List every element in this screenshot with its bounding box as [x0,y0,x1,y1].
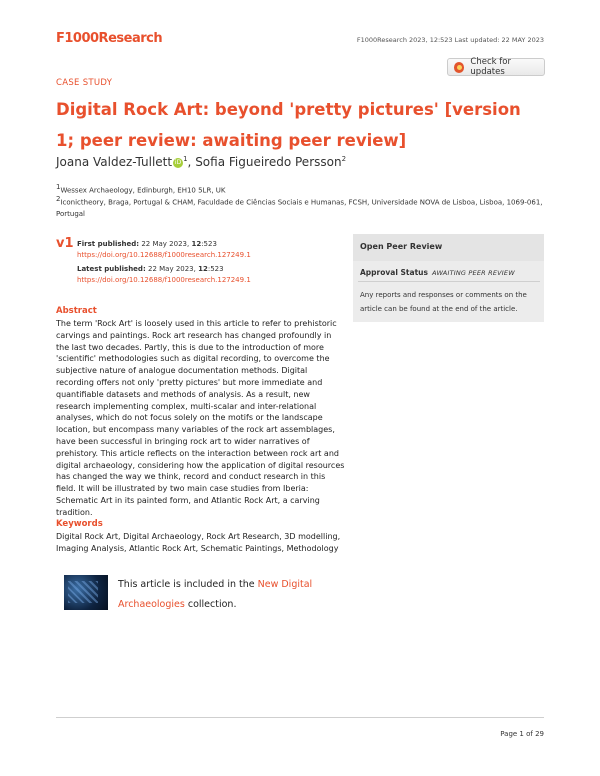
article-type: CASE STUDY [56,78,113,88]
abstract-heading: Abstract [56,306,97,316]
author-name[interactable]: Sofia Figueiredo Persson [195,155,342,169]
affiliation [56,193,546,220]
author-separator: , [187,155,196,169]
affiliation-text: Wessex Archaeology, Edinburgh, EH10 5LR, UK [60,186,226,195]
affiliation-text: Iconictheory, Braga, Portugal & CHAM, Faculdade de Ciências Sociais e Humanas, FCSH, Universidade NOVA de Lisboa, Lisboa, 1069-061, Portugal [56,198,543,219]
latest-published-doi-link[interactable]: https://doi.org/10.12688/f1000research.127249.1 [77,276,251,284]
crossmark-icon [454,62,464,73]
latest-published [77,264,251,286]
author-list [56,155,346,169]
latest-published-volume: 12 [198,265,208,273]
collection-link[interactable]: New Digital Archaeologies [118,579,313,610]
abstract-text: The term 'Rock Art' is loosely used in this article to refer to prehistoric carvings and paintings. Rock art research has changed profoundly in the last two decades. Partly, this is due to the introduction of more 'scientific' methodologies such as digital recording, to overcome the subjective nature of analogue documentation methods. Digital recording offers not only 'pretty pictures' but more immediate and quantifiable datasets and methods of analysis. As a result, new research implementing complex, multi-scalar and inter-relational analyses, which do not focus solely on the motifs or the landscape location, but encompass many variables of the rock art assemblages, have been successful in bringing rock art to wider narratives of prehistory. This article reflects on the interaction between rock art and digital archaeology, considering how the application of digital resources has changed the way we think, record and conduct research in this field. It will be illustrated by two main case studies from Iberia: Schematic Art in its painted form, and Atlantic Rock Art, a carving tradition. [56,319,345,517]
check-for-updates-button[interactable] [447,58,545,76]
latest-published-label: Latest published: [77,265,146,273]
collection-suffix: collection. [184,599,237,610]
article-title: Digital Rock Art: beyond 'pretty pictures' [version 1; peer review: awaiting peer review] [56,100,521,150]
journal-logo[interactable]: F1000Research [56,31,163,46]
version-label: v1 [56,236,74,251]
first-published-volume: 12 [191,240,202,248]
approval-status-label: Approval Status [360,268,428,277]
author-affiliation-ref: 2 [341,155,347,163]
peer-review-title: Open Peer Review [360,242,443,251]
orcid-icon[interactable]: iD [174,159,182,166]
collection-prefix: This article is included in the [118,579,258,590]
page-number: Page 1 of 29 [500,730,544,738]
collection-note [118,575,358,615]
affiliation-number: 2 [56,195,61,203]
collection-thumbnail[interactable] [64,575,108,610]
footer-divider [56,717,544,718]
article-meta: F1000Research 2023, 12:523 Last updated: 22 MAY 2023 [356,36,544,44]
first-published-label: First published: [77,240,140,248]
approval-status [360,268,515,277]
divider [358,281,540,282]
latest-published-date: 22 May 2023, [147,265,196,273]
author-name[interactable]: Joana Valdez-Tullett [56,155,173,169]
affiliation-number: 1 [56,183,61,191]
author-affiliation-ref: 1 [183,155,188,163]
first-published-page: :523 [201,240,217,248]
approval-status-value: AWAITING PEER REVIEW [431,269,515,277]
check-for-updates-label: Check for updates [470,57,511,77]
first-published-doi-link[interactable]: https://doi.org/10.12688/f1000research.127249.1 [77,251,251,259]
peer-review-note: Any reports and responses or comments on the article can be found at the end of the article. [360,291,527,313]
latest-published-page: :523 [207,265,224,273]
keywords-text: Digital Rock Art, Digital Archaeology, Rock Art Research, 3D modelling, Imaging Analysis, Atlantic Rock Art, Schematic Paintings, Methodology [56,532,341,553]
first-published-date: 22 May 2023, [141,240,190,248]
keywords-heading: Keywords [56,519,103,529]
first-published [77,239,251,261]
